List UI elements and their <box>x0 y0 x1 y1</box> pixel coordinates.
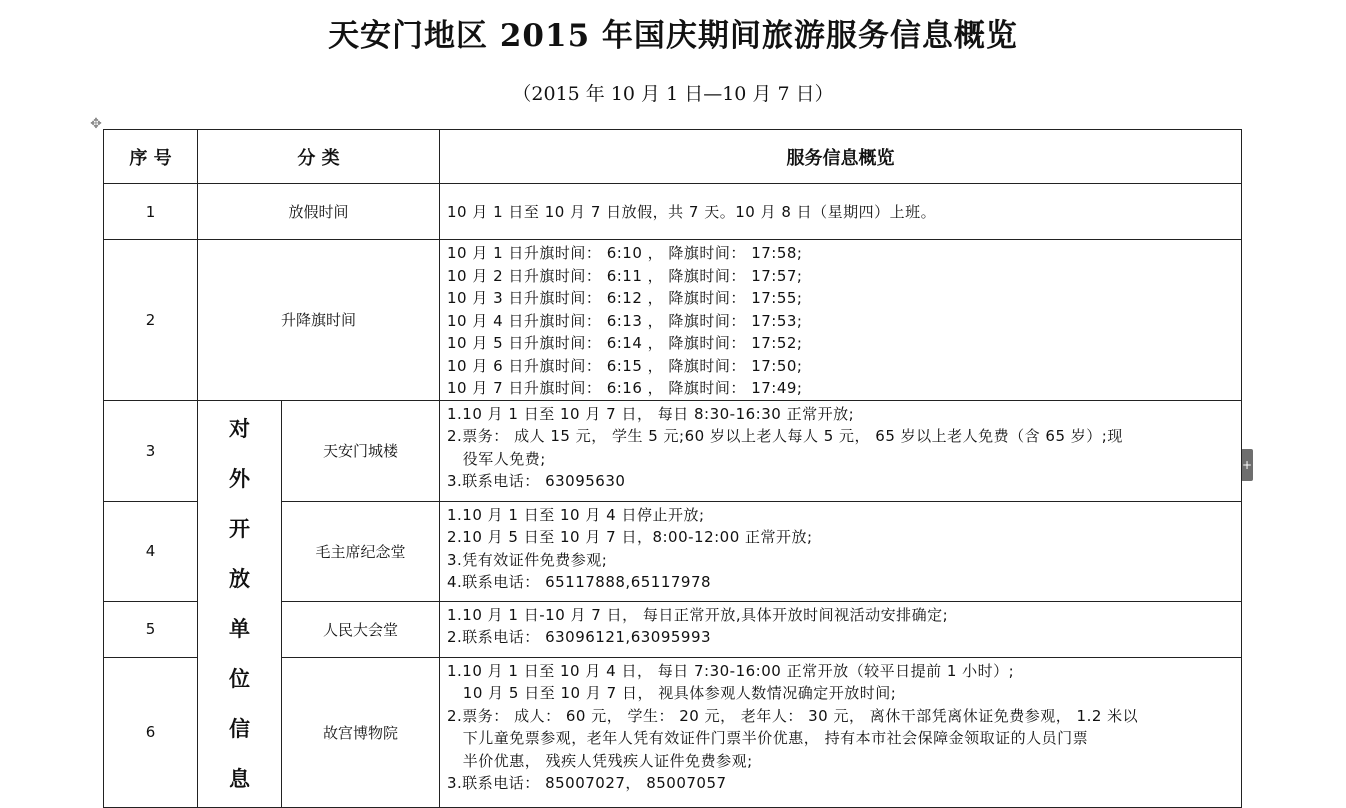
row-category: 人民大会堂 <box>282 601 440 657</box>
info-line: 1.10 月 1 日-10 月 7 日， 每日正常开放,具体开放时间视活动安排确定; <box>447 605 949 624</box>
row-num: 2 <box>104 240 198 401</box>
info-line: 半价优惠， 残疾人凭残疾人证件免费参观; <box>447 751 753 770</box>
table-move-icon[interactable]: ✥ <box>90 116 102 132</box>
row-category: 毛主席纪念堂 <box>282 501 440 601</box>
info-line: 10 月 3 日升旗时间： 6:12 ， 降旗时间： 17:55; <box>447 289 803 307</box>
row-num: 1 <box>104 184 198 240</box>
row-category: 天安门城楼 <box>282 400 440 501</box>
header-info: 服务信息概览 <box>440 130 1242 184</box>
info-line: 10 月 7 日升旗时间： 6:16 ， 降旗时间： 17:49; <box>447 379 803 397</box>
row-category: 放假时间 <box>198 184 440 240</box>
info-line: 3.联系电话： 63095630 <box>447 472 626 490</box>
document-title: 天安门地区 2015 年国庆期间旅游服务信息概览 <box>328 18 1018 54</box>
row-info <box>440 184 1242 240</box>
row-num: 4 <box>104 501 198 601</box>
info-line: 3.联系电话： 85007027， 85007057 <box>447 774 727 792</box>
info-line: 4.联系电话： 65117888,65117978 <box>447 573 712 591</box>
row-num: 6 <box>104 657 198 807</box>
table-add-column-icon[interactable]: + <box>1241 449 1253 481</box>
row-info <box>440 240 1242 401</box>
info-line: 10 月 5 日升旗时间： 6:14 ， 降旗时间： 17:52; <box>447 334 803 352</box>
info-line: 2.票务： 成人： 60 元， 学生： 20 元， 老年人： 30 元， 离休干部凭离休证免费参观， 1.2 米以 <box>447 706 1139 725</box>
header-num: 序 号 <box>104 130 198 184</box>
info-table <box>103 129 1242 808</box>
header-category: 分 类 <box>198 130 440 184</box>
info-line: 2.票务： 成人 15 元， 学生 5 元;60 岁以上老人每人 5 元， 65 岁以上老人免费（含 65 岁）;现 <box>447 427 1123 445</box>
row-num: 3 <box>104 400 198 501</box>
side-label-open-units: 对 外 开 放 单 位 信 息 <box>198 400 282 807</box>
row-info <box>440 601 1242 657</box>
info-line: 役军人免费; <box>447 449 546 468</box>
info-line: 10 月 2 日升旗时间： 6:11 ， 降旗时间： 17:57; <box>447 266 803 285</box>
row-info <box>440 400 1242 501</box>
info-line: 10 月 1 日至 10 月 7 日放假，共 7 天。10 月 8 日（星期四）上班。 <box>447 203 937 222</box>
info-line: 10 月 5 日至 10 月 7 日， 视具体参观人数情况确定开放时间; <box>447 684 897 702</box>
info-line: 1.10 月 1 日至 10 月 4 日， 每日 7:30-16:00 正常开放（较平日提前 1 小时）; <box>447 661 1015 680</box>
info-line: 2.10 月 5 日至 10 月 7 日，8:00-12:00 正常开放; <box>447 528 813 546</box>
row-info <box>440 657 1242 807</box>
info-line: 1.10 月 1 日至 10 月 4 日停止开放; <box>447 505 705 524</box>
row-num: 5 <box>104 601 198 657</box>
info-line: 10 月 6 日升旗时间： 6:15 ， 降旗时间： 17:50; <box>447 356 803 375</box>
info-line: 3.凭有效证件免费参观; <box>447 550 608 569</box>
info-line: 下儿童免票参观，老年人凭有效证件门票半价优惠， 持有本市社会保障金领取证的人员门票 <box>447 729 1089 747</box>
info-line: 10 月 4 日升旗时间： 6:13 ， 降旗时间： 17:53; <box>447 311 803 330</box>
row-category: 故宫博物院 <box>282 657 440 807</box>
row-category: 升降旗时间 <box>198 240 440 401</box>
info-line: 1.10 月 1 日至 10 月 7 日， 每日 8:30-16:30 正常开放; <box>447 404 855 423</box>
row-info <box>440 501 1242 601</box>
info-line: 10 月 1 日升旗时间： 6:10 ， 降旗时间： 17:58; <box>447 244 803 262</box>
document-subtitle: （2015 年 10 月 1 日—10 月 7 日） <box>512 83 834 105</box>
info-line: 2.联系电话： 63096121,63095993 <box>447 628 712 646</box>
